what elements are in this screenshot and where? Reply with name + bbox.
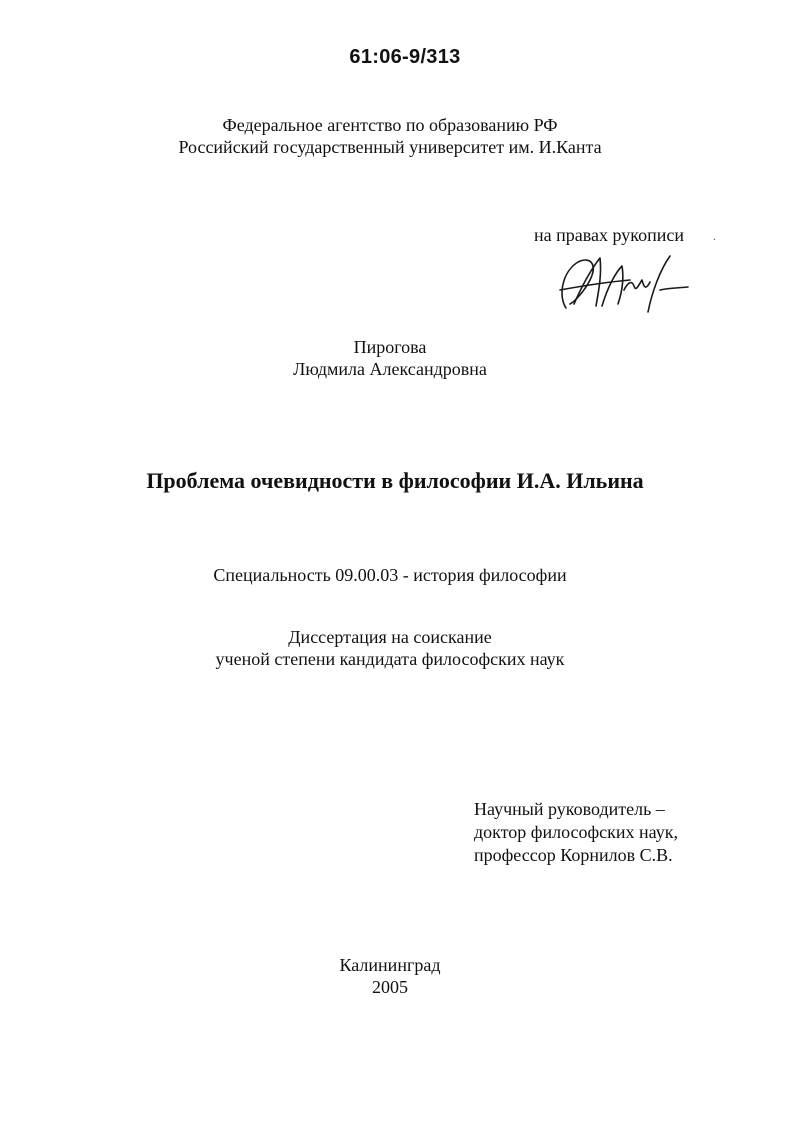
handwritten-signature	[552, 246, 702, 331]
catalog-number: 61:06-9/313	[349, 46, 461, 68]
scan-speck: .	[713, 229, 716, 243]
agency-name: Федеральное агентство по образованию РФ	[222, 115, 558, 135]
signature-graphic	[552, 246, 702, 326]
specialty-line: Специальность 09.00.03 - история философии	[213, 565, 567, 585]
supervisor-degree: доктор философских наук,	[474, 822, 678, 842]
degree-line-2: ученой степени кандидата философских наук	[215, 649, 565, 669]
degree-line-1: Диссертация на соискание	[288, 627, 492, 647]
supervisor-name: профессор Корнилов С.В.	[474, 845, 673, 865]
dissertation-title: Проблема очевидности в философии И.А. Ильина	[146, 468, 644, 493]
year: 2005	[372, 977, 408, 997]
city: Калининград	[339, 955, 441, 975]
supervisor-role: Научный руководитель –	[474, 799, 665, 819]
author-surname: Пирогова	[353, 337, 427, 357]
manuscript-note: на правах рукописи	[534, 225, 684, 245]
author-given-names: Людмила Александровна	[293, 359, 487, 379]
university-name: Российский государственный университет им. И.Канта	[178, 137, 602, 157]
